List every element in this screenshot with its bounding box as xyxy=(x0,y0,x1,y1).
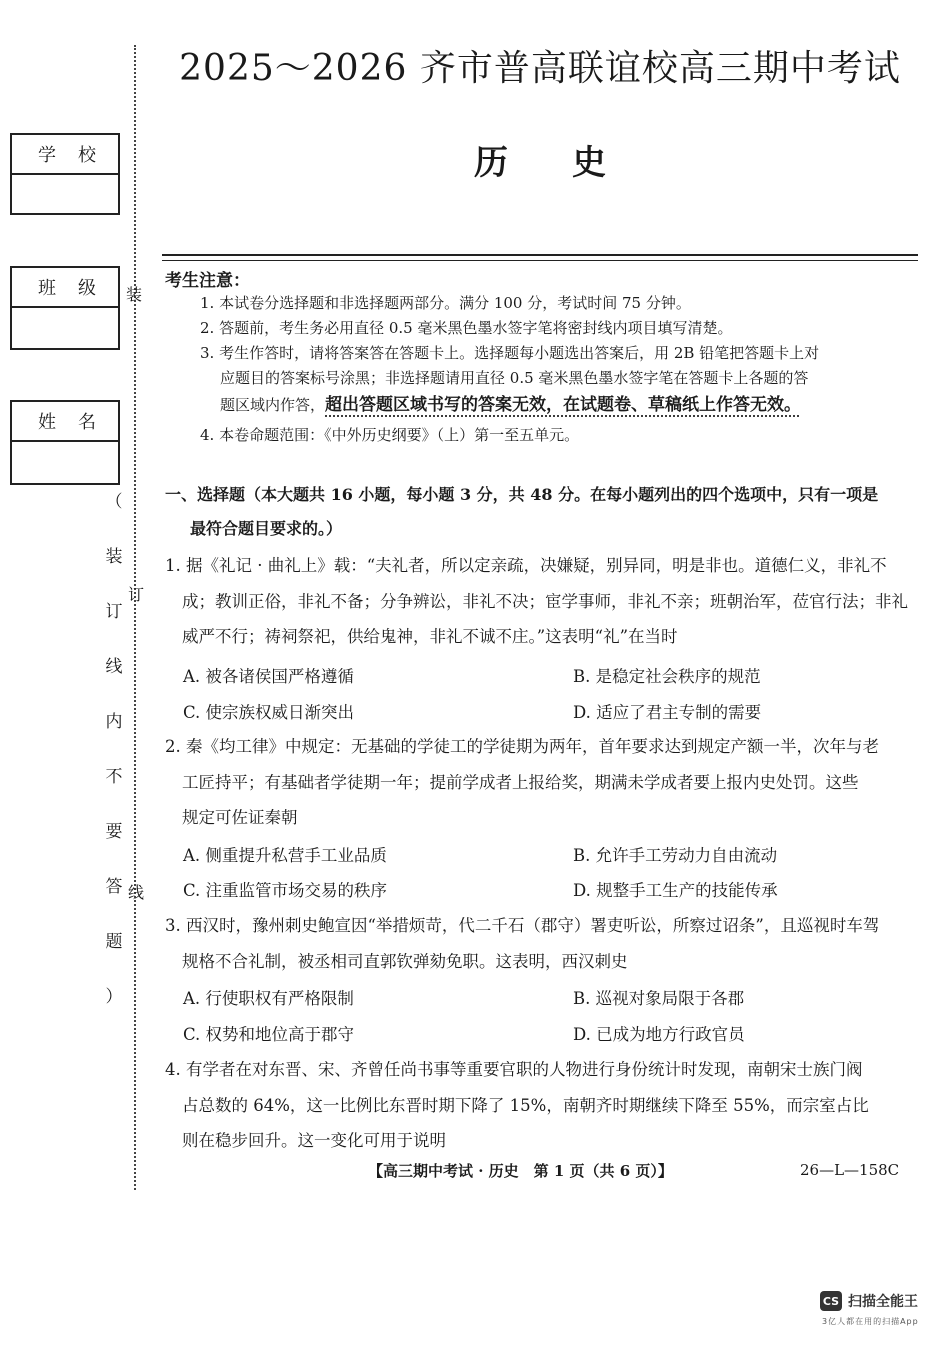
notice-item: 应题目的答案标号涂黑；非选择题请用直径 0.5 毫米黑色墨水签字笔在答题卡上各题的答 xyxy=(220,369,809,387)
name-field xyxy=(10,400,120,485)
section-heading-cont: 最符合题目要求的。） xyxy=(190,519,343,538)
notice-item: 2. 答题前，考生务必用直径 0.5 毫米黑色墨水签字笔将密封线内项目填写清楚。 xyxy=(200,319,733,337)
vn-char: ） xyxy=(105,987,123,1007)
paper-code: 26—L—158C xyxy=(800,1161,900,1179)
question-line: 工匠持平；有基础者学徒期一年；提前学成者上报给奖，期满未学成者要上报内史处罚。这些 xyxy=(182,772,859,792)
notice-emphasis: 超出答题区域书写的答案无效，在试题卷、草稿纸上作答无效。 xyxy=(325,395,802,415)
vn-char: 装 xyxy=(105,547,123,567)
page-footer: 【高三期中考试 · 历史 第 1 页（共 6 页）】 xyxy=(368,1162,673,1180)
option-a: A. 行使职权有严格限制 xyxy=(183,989,354,1008)
option-b: B. 巡视对象局限于各郡 xyxy=(573,989,745,1008)
option-c: C. 使宗族权威日渐突出 xyxy=(183,703,355,722)
camscanner-tagline: 3亿人都在用的扫描App xyxy=(822,1317,919,1326)
vn-char: 答 xyxy=(105,877,123,897)
question-line: 则在稳步回升。这一变化可用于说明 xyxy=(182,1131,446,1150)
option-d: D. 已成为地方行政官员 xyxy=(573,1025,745,1044)
header-rule xyxy=(162,254,918,256)
camscanner-name: 扫描全能王 xyxy=(848,1294,918,1310)
question-line: 规格不合礼制，被丞相司直郭钦弹劾免职。这表明，西汉刺史 xyxy=(182,951,628,971)
notice-item-with-emphasis xyxy=(220,393,801,418)
option-c: C. 注重监管市场交易的秩序 xyxy=(183,881,388,900)
binding-vertical-notice xyxy=(100,475,128,1025)
vn-char: （ xyxy=(105,492,123,512)
notice-title: 考生注意： xyxy=(165,271,250,291)
question-1 xyxy=(165,548,920,655)
school-field xyxy=(10,133,120,215)
option-a: A. 侧重提升私营手工业品质 xyxy=(183,846,387,865)
subject-title: 历史 xyxy=(474,143,670,183)
exam-title: 2025～2026 齐市普高联谊校高三期中考试 xyxy=(179,48,901,89)
vn-char: 题 xyxy=(105,932,123,952)
option-a: A. 被各诸侯国严格遵循 xyxy=(183,667,354,686)
class-label: 班级 xyxy=(12,268,118,308)
camscanner-logo-icon: CS xyxy=(820,1291,842,1311)
option-b: B. 允许手工劳动力自由流动 xyxy=(573,846,778,865)
binding-mark-zhuang: 装 xyxy=(126,285,143,304)
question-line: 3. 西汉时，豫州刺史鲍宣因“举措烦苛，代二千石（郡守）署吏听讼，所察过诏条”，且巡视时车驾 xyxy=(165,916,880,935)
option-d: D. 规整手工生产的技能传承 xyxy=(573,881,778,900)
question-2 xyxy=(165,729,920,836)
question-line: 成；教训正俗，非礼不备；分争辨讼，非礼不决；宦学事师，非礼不亲；班朝治军，莅官行法；非礼 xyxy=(182,591,908,611)
option-c: C. 权势和地位高于郡守 xyxy=(183,1025,355,1044)
section-heading: 一、选择题（本大题共 16 小题，每小题 3 分，共 48 分。在每小题列出的四个选项中，只有一项是 xyxy=(165,485,879,504)
question-line: 威严不行；祷祠祭祀，供给鬼神，非礼不诚不庄。”这表明“礼”在当时 xyxy=(182,627,678,646)
binding-mark-xian: 线 xyxy=(128,883,145,902)
binding-mark-ding: 订 xyxy=(128,585,145,604)
notice-item: 题区域内作答， xyxy=(220,396,326,414)
school-label: 学校 xyxy=(12,135,118,175)
vn-char: 线 xyxy=(105,657,123,677)
header-rule-thin xyxy=(162,260,918,261)
question-line: 占总数的 64%，这一比例比东晋时期下降了 15%，南朝齐时期继续下降至 55%，而宗室占比 xyxy=(182,1095,869,1115)
question-line: 4. 有学者在对东晋、宋、齐曾任尚书事等重要官职的人物进行身份统计时发现，南朝宋士族门阀 xyxy=(165,1060,863,1079)
notice-item: 4. 本卷命题范围：《中外历史纲要》（上）第一至五单元。 xyxy=(200,426,580,444)
vn-char: 订 xyxy=(105,602,123,622)
question-line: 1. 据《礼记 · 曲礼上》载：“夫礼者，所以定亲疏，决嫌疑，别异同，明是非也。道德仁义，非礼不 xyxy=(165,556,887,575)
option-b: B. 是稳定社会秩序的规范 xyxy=(573,667,761,686)
question-line: 规定可佐证秦朝 xyxy=(182,808,298,827)
binding-dotted-line xyxy=(134,45,136,1190)
notice-item: 1. 本试卷分选择题和非选择题两部分。满分 100 分，考试时间 75 分钟。 xyxy=(200,294,691,312)
vn-char: 要 xyxy=(105,822,123,842)
class-field xyxy=(10,266,120,350)
notice-item: 3. 考生作答时，请将答案答在答题卡上。选择题每小题选出答案后，用 2B 铅笔把答题卡上对 xyxy=(200,344,820,362)
vn-char: 内 xyxy=(105,712,123,732)
question-3 xyxy=(165,908,920,979)
vn-char: 不 xyxy=(105,767,123,787)
option-d: D. 适应了君主专制的需要 xyxy=(573,703,762,722)
question-line: 2. 秦《均工律》中规定：无基础的学徒工的学徒期为两年，首年要求达到规定产额一半，次年与老 xyxy=(165,737,879,756)
question-4 xyxy=(165,1052,920,1159)
name-label: 姓名 xyxy=(12,402,118,442)
